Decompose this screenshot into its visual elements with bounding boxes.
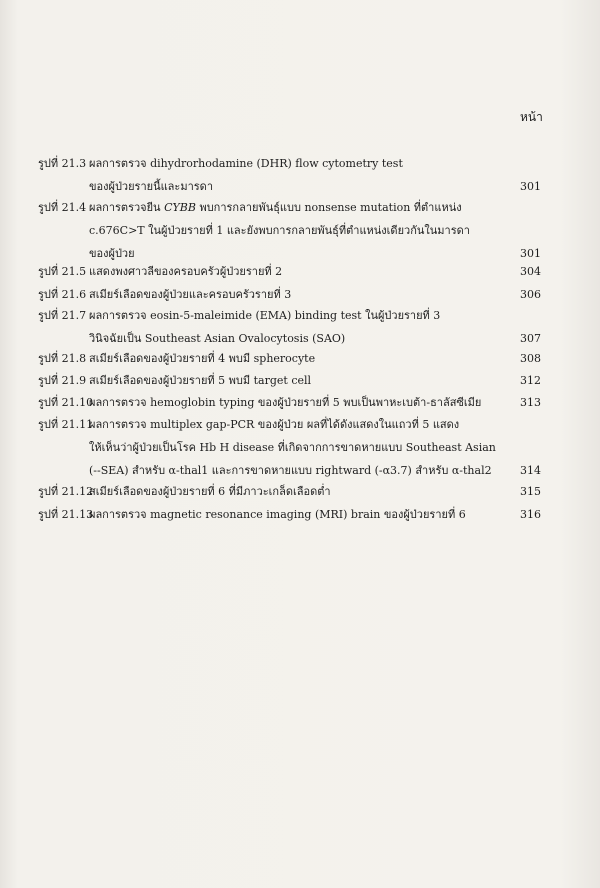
description-line: สเมียร์เลือดของผู้ป่วยรายที่ 5 พบมี target cell [89, 374, 312, 387]
description-line: ผลการตรวจ eosin-5-maleimide (EMA) binding test ในผู้ป่วยรายที่ 3 [89, 309, 441, 322]
description-line: ผลการตรวจ dihydrorhodamine (DHR) flow cytometry test [89, 157, 403, 170]
description-line: (--SEA) สำหรับ α-thal1 และการขาดหายแบบ rightward (-α3.7) สำหรับ α-thal2 [89, 464, 492, 477]
description-line: วินิจฉัยเป็น Southeast Asian Ovalocytosis (SAO) [89, 332, 346, 345]
figure-description [89, 391, 509, 414]
description-line: ของผู้ป่วยรายนี้และมารดา [89, 180, 213, 193]
description-line: ผลการตรวจ multiplex gap-PCR ของผู้ป่วย ผลที่ได้ดังแสดงในแถวที่ 5 แสดง [89, 418, 460, 431]
page-number: 308 [520, 352, 541, 365]
figure-description [89, 347, 509, 370]
figure-description [89, 413, 509, 482]
figure-label: รูปที่ 21.13 [38, 508, 94, 521]
page-number: 316 [520, 508, 541, 521]
figure-description [89, 260, 509, 283]
figure-label: รูปที่ 21.8 [38, 352, 87, 365]
description-line [89, 196, 509, 219]
figure-label: รูปที่ 21.9 [38, 374, 87, 387]
page-number: 301 [520, 180, 541, 193]
description-text: พบการกลายพันธุ์แบบ nonsense mutation ที่ตำแหน่ง [199, 201, 462, 214]
figure-description [89, 503, 509, 526]
page-column-header: หน้า [520, 110, 543, 124]
figure-description [89, 196, 509, 265]
description-line: ของผู้ป่วย [89, 247, 135, 260]
description-line: ผลการตรวจ magnetic resonance imaging (MRI) brain ของผู้ป่วยรายที่ 6 [89, 508, 466, 521]
page-number: 306 [520, 288, 541, 301]
figure-label: รูปที่ 21.12 [38, 485, 94, 498]
description-line: แสดงพงศาวลีของครอบครัวผู้ป่วยรายที่ 2 [89, 265, 283, 278]
figure-label: รูปที่ 21.10 [38, 396, 94, 409]
description-line: ให้เห็นว่าผู้ป่วยเป็นโรค Hb H disease ที่เกิดจากการขาดหายแบบ Southeast Asian [89, 441, 496, 454]
figure-label: รูปที่ 21.5 [38, 265, 87, 278]
figure-description [89, 304, 509, 350]
description-line: c.676C>T ในผู้ป่วยรายที่ 1 และยังพบการกลายพันธุ์ที่ตำแหน่งเดียวกันในมารดา [89, 224, 470, 237]
description-line: สเมียร์เลือดของผู้ป่วยและครอบครัวรายที่ 3 [89, 288, 292, 301]
figure-description [89, 369, 509, 392]
figure-label: รูปที่ 21.11 [38, 418, 94, 431]
description-text: ผลการตรวจยีน [89, 201, 161, 214]
description-line: สเมียร์เลือดของผู้ป่วยรายที่ 6 ที่มีภาวะเกล็ดเลือดต่ำ [89, 485, 331, 498]
page-number: 304 [520, 265, 541, 278]
figure-label: รูปที่ 21.6 [38, 288, 87, 301]
page-number: 313 [520, 396, 541, 409]
description-line: ผลการตรวจ hemoglobin typing ของผู้ป่วยรายที่ 5 พบเป็นพาหะเบต้า-ธาลัสซีเมีย [89, 396, 482, 409]
page-number: 307 [520, 332, 541, 345]
figure-label: รูปที่ 21.3 [38, 157, 87, 170]
description-line: สเมียร์เลือดของผู้ป่วยรายที่ 4 พบมี spherocyte [89, 352, 316, 365]
gene-name: CYBB [164, 201, 196, 214]
figure-description [89, 152, 509, 198]
page-number: 301 [520, 247, 541, 260]
figure-description [89, 283, 509, 306]
figure-label: รูปที่ 21.4 [38, 201, 87, 214]
figure-description [89, 480, 509, 503]
page-number: 312 [520, 374, 541, 387]
page-number: 314 [520, 464, 541, 477]
figure-label: รูปที่ 21.7 [38, 309, 87, 322]
page-number: 315 [520, 485, 541, 498]
